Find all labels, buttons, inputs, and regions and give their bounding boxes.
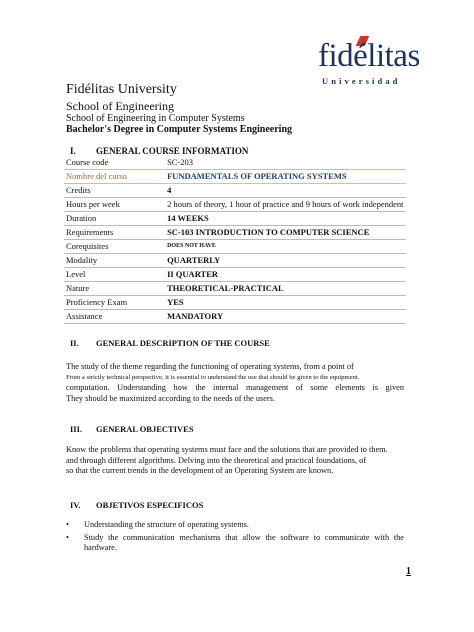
row-value: QUARTERLY bbox=[165, 254, 406, 268]
row-label: Requirements bbox=[64, 226, 165, 240]
paragraph-line: so that the current trends in the development of an Operating System are known. bbox=[66, 466, 334, 475]
row-value: YES bbox=[165, 296, 406, 310]
list-item-text: Understanding the structure of operating systems. bbox=[84, 520, 249, 529]
row-value: THEORETICAL-PRACTICAL bbox=[165, 282, 406, 296]
paragraph-line: The study of the theme regarding the functioning of operating systems, from a point of bbox=[66, 362, 354, 371]
fidelitas-logo bbox=[318, 36, 418, 88]
section-heading-description bbox=[70, 338, 270, 348]
logo-wordmark: fidélitas bbox=[318, 38, 420, 74]
row-value: SC-103 INTRODUCTION TO COMPUTER SCIENCE bbox=[165, 226, 406, 240]
row-value: 14 WEEKS bbox=[165, 212, 406, 226]
row-label: Course code bbox=[66, 157, 109, 167]
list-item-text: Study the communication mechanisms that allow the software to communicate with the hardware. bbox=[84, 532, 404, 552]
section-heading-specific-objectives bbox=[70, 500, 203, 510]
row-label: Credits bbox=[64, 184, 165, 198]
paragraph-line: They should be maximized according to the needs of the users. bbox=[66, 393, 275, 403]
section-number: I. bbox=[70, 146, 76, 156]
row-label: Proficiency Exam bbox=[64, 296, 165, 310]
school-name: School of Engineering bbox=[66, 99, 174, 113]
table-row bbox=[64, 198, 406, 212]
section-title: GENERAL DESCRIPTION OF THE COURSE bbox=[96, 338, 270, 348]
section-title: OBJETIVOS ESPECIFICOS bbox=[96, 500, 204, 510]
subschool-name: School of Engineering in Computer Systems bbox=[66, 113, 245, 124]
section-title: GENERAL OBJECTIVES bbox=[96, 424, 194, 434]
section-number: II. bbox=[70, 338, 79, 348]
row-label: Assistance bbox=[64, 310, 165, 324]
paragraph-line: and through different algorithms. Delving into the theoretical and practical foundations, of bbox=[66, 455, 367, 465]
section-heading-general-info bbox=[70, 146, 248, 156]
row-label: Nature bbox=[64, 282, 165, 296]
table-row bbox=[64, 212, 406, 226]
section-title: GENERAL COURSE INFORMATION bbox=[96, 146, 249, 156]
table-row bbox=[64, 156, 406, 170]
row-label: Corequisites bbox=[64, 240, 165, 254]
logo-subtitle: Universidad bbox=[322, 76, 401, 86]
bullet-mark: • bbox=[66, 532, 69, 542]
row-label: Duration bbox=[64, 212, 165, 226]
course-description-paragraph bbox=[66, 362, 404, 404]
table-row bbox=[64, 170, 406, 184]
row-label: Hours per week bbox=[64, 198, 165, 212]
row-value: MANDATORY bbox=[165, 310, 406, 324]
specific-objectives-list bbox=[64, 520, 404, 556]
row-label: Level bbox=[64, 268, 165, 282]
row-value: SC-203 bbox=[167, 157, 194, 167]
course-info-table bbox=[64, 156, 406, 324]
general-objectives-paragraph bbox=[66, 445, 404, 477]
row-value: II QUARTER bbox=[165, 268, 406, 282]
list-item bbox=[64, 520, 404, 531]
table-row bbox=[64, 296, 406, 310]
row-value: 4 bbox=[165, 184, 406, 198]
table-row bbox=[64, 282, 406, 296]
table-row bbox=[64, 254, 406, 268]
section-heading-objectives bbox=[70, 424, 194, 434]
row-value: DOES NOT HAVE bbox=[165, 240, 406, 254]
table-row bbox=[64, 310, 406, 324]
table-row bbox=[64, 268, 406, 282]
row-label: Modality bbox=[64, 254, 165, 268]
row-value: FUNDAMENTALS OF OPERATING SYSTEMS bbox=[165, 170, 406, 184]
university-name: Fidélitas University bbox=[66, 82, 177, 97]
paragraph-line: computation. Understanding how the internal management of some elements is given bbox=[66, 383, 404, 392]
page-number: 1 bbox=[406, 566, 411, 577]
bullet-mark: • bbox=[66, 520, 69, 529]
paragraph-line: Know the problems that operating systems must face and the solutions that are provided to them. bbox=[66, 445, 388, 454]
section-number: IV. bbox=[70, 500, 81, 510]
section-number: III. bbox=[70, 424, 83, 434]
row-label: Nombre del curso bbox=[64, 170, 165, 184]
paragraph-line: From a strictly technical perspective, it is essential to understand the use that should be given to the equipment. bbox=[66, 373, 360, 381]
row-value: 2 hours of theory, 1 hour of practice and 9 hours of work independent bbox=[165, 198, 406, 212]
degree-name: Bachelor's Degree in Computer Systems Engineering bbox=[66, 124, 293, 135]
table-row bbox=[64, 184, 406, 198]
table-row bbox=[64, 240, 406, 254]
table-row bbox=[64, 226, 406, 240]
list-item bbox=[64, 533, 404, 554]
